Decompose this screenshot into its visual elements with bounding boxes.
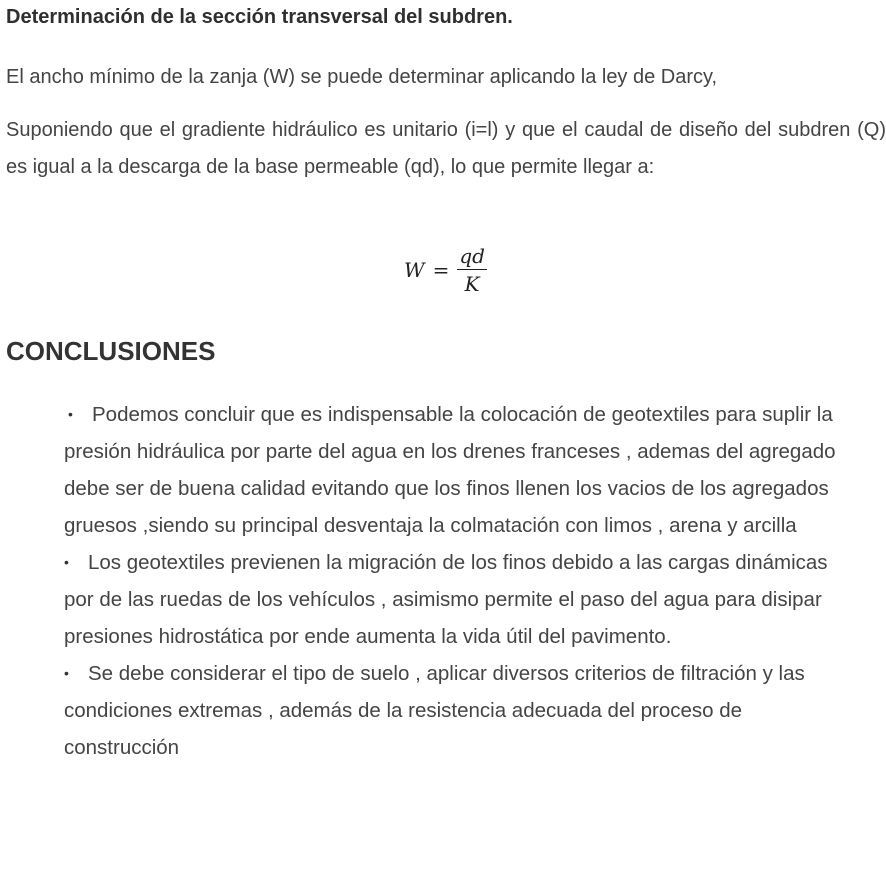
formula-fraction	[457, 245, 487, 295]
conclusion-item	[0, 655, 886, 766]
bullet-icon: •	[64, 665, 69, 681]
conclusion-text: Los geotextiles previenen la migración de los finos debido a las cargas dinámicas por de las ruedas de los vehículos , asimismo permite el paso del agua para disipar presiones hidrostática por ende aumenta la vida útil del pavimento.	[64, 551, 828, 648]
formula-equals: =	[432, 258, 450, 282]
formula-denominator: K	[464, 272, 480, 296]
conclusion-item	[0, 396, 886, 544]
formula-lhs: W	[404, 258, 425, 282]
conclusion-item	[0, 544, 886, 655]
section-title: Determinación de la sección transversal del subdren.	[6, 6, 513, 28]
width-formula	[404, 240, 487, 300]
conclusions-heading: CONCLUSIONES	[6, 336, 216, 366]
conclusions-list	[0, 396, 886, 766]
conclusion-text: Se debe considerar el tipo de suelo , aplicar diversos criterios de filtración y las condiciones extremas , además de la resistencia adecuada del proceso de construcción	[64, 662, 805, 759]
paragraph-gradient-assumption: Suponiendo que el gradiente hidráulico es unitario (i=l) y que el caudal de diseño del subdren (Q) es igual a la descarga de la base permeable (qd), lo que permite llegar a:	[6, 119, 886, 178]
bullet-icon: •	[68, 406, 73, 422]
conclusion-text: Podemos concluir que es indispensable la colocación de geotextiles para suplir la presión hidráulica por parte del agua en los drenes franceses , ademas del agregado debe ser de buena calidad evitando que los finos llenen los vacios de los agregados gruesos ,siendo su principal desventaja la colmatación con limos , arena y arcilla	[64, 403, 836, 537]
formula-numerator: qd	[459, 244, 485, 268]
bullet-icon: •	[64, 554, 69, 570]
paragraph-darcy-intro: El ancho mínimo de la zanja (W) se puede determinar aplicando la ley de Darcy,	[6, 66, 718, 88]
